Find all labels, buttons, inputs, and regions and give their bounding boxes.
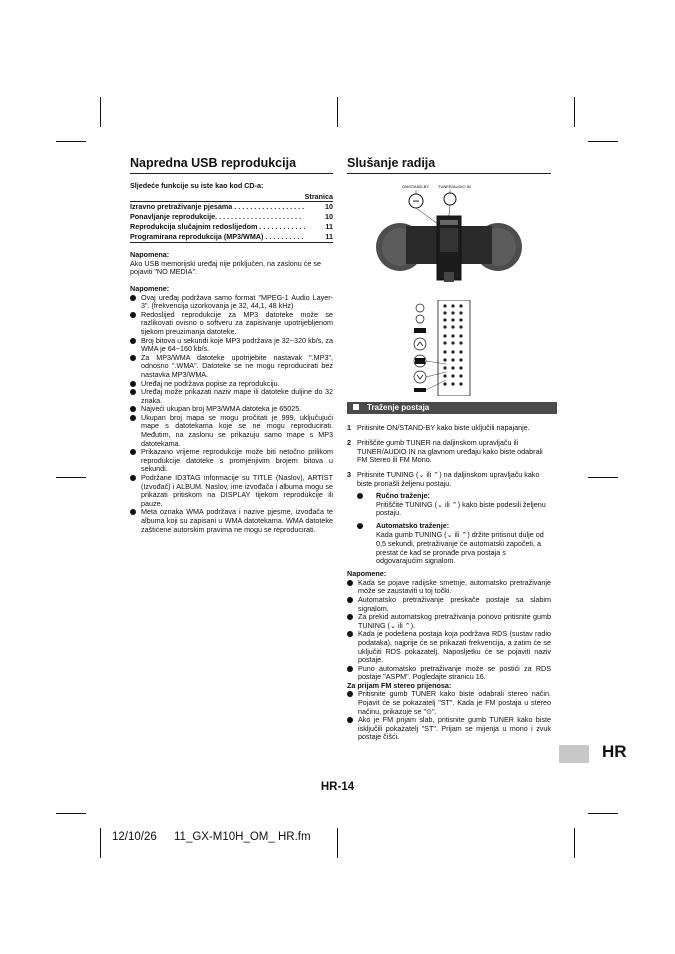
square-bullet-icon bbox=[353, 404, 359, 410]
list-item: Uređaj može prikazati naziv mape ili datoteke duljine do 32 znaka. bbox=[130, 388, 333, 405]
svg-text:TUNER/AUDIO IN: TUNER/AUDIO IN bbox=[438, 184, 471, 189]
list-item: Ukupan broj mapa se mogu pročitati je 999, uključujući mape s datotekama koje se ne mogu reproducirati. Međutim, na zaslonu se prikazuju samo mape s MP3 datotekama. bbox=[130, 414, 333, 448]
list-item: Uređaj ne podržava popise za reprodukciju. bbox=[130, 380, 333, 389]
intro-text: Sljedeće funkcije su iste kao kod CD-a: bbox=[130, 181, 264, 190]
crop-mark bbox=[337, 828, 338, 858]
list-item: Ovaj uređaj podržava samo format "MPEG-1 Audio Layer-3". (frekvencija uzorkovanja je 32, 44,1, 48 kHz) bbox=[130, 294, 333, 311]
toc-rule-bottom bbox=[130, 242, 333, 243]
section-header-bar bbox=[347, 402, 557, 414]
page-column-label: Stranica bbox=[304, 191, 333, 201]
boombox-icon bbox=[374, 182, 524, 287]
toc-list bbox=[130, 202, 333, 242]
list-item: Za MP3/WMA datoteke upotrijebite nastavak ".MP3", odnosno ".WMA". Datoteke se ne mogu reproducirati bez nastavka MP3/WMA. bbox=[130, 354, 333, 380]
crop-mark bbox=[588, 477, 618, 478]
crop-mark bbox=[588, 141, 618, 142]
list-item: Broj bitova u sekundi koje MP3 podržava je 32~320 kb/s, za WMA je 64~160 kb/s. bbox=[130, 337, 333, 354]
language-tab-box bbox=[559, 745, 589, 763]
list-item: Prikazano vrijeme reprodukcije može biti netočno prilikom reprodukcije datoteke s promjenjivim brojem bitova u sekundi. bbox=[130, 448, 333, 474]
crop-mark bbox=[588, 813, 618, 814]
list-item: Puno automatsko pretraživanje može se postići za RDS postaje "ASPM". Pogledajte stranicu 16. bbox=[347, 665, 551, 682]
list-item: Redoslijed reprodukcije za MP3 datoteke može se razlikovati ovisno o softveru za zapisivanje upotrijebljenom tijekom preuzimanja datoteke. bbox=[130, 311, 333, 337]
sub-item-auto: Automatsko traženje: Kada gumb TUNING (⌄ ili ⌃) držite pritisnut dulje od 0,5 sekundi, pretraživanje će automatski započeti, a prestat će kad se pronađe prva postaja s odgovarajućim signalom. bbox=[347, 522, 551, 566]
page-number: HR-14 bbox=[320, 781, 355, 793]
toc-row: Ponavljanje reprodukcije. . . . . . . . . . . . . . . . . . . . . . 10 bbox=[130, 212, 333, 222]
toc-row: Programirana reprodukcija (MP3/WMA) . . . . . . . . . . 11 bbox=[130, 232, 333, 242]
step-item: 2 Pritiščite gumb TUNER na daljinskom upravljaču ili TUNER/AUDIO IN na glavnom uređaju kako biste odabrali FM Stereo ili FM Mono. bbox=[347, 437, 543, 465]
right-column-text bbox=[347, 424, 551, 742]
crop-mark bbox=[100, 97, 101, 127]
list-item: Kada je podešena postaja koja podržava RDS (sustav radio podataka), najprije će se prikazati frekvencija, a zatim će se uključiti RDS pokazatelj. Naposljetku će se pojaviti naziv postaje. bbox=[347, 630, 551, 664]
svg-text:ON/STAND-BY: ON/STAND-BY bbox=[402, 184, 430, 189]
right-notes-title: Napomene: bbox=[347, 569, 387, 579]
left-column bbox=[130, 182, 333, 534]
list-item: Automatsko pretraživanje preskače postaje sa slabim signalom. bbox=[347, 596, 551, 613]
notes-list bbox=[130, 294, 333, 535]
remote-illustration bbox=[408, 300, 472, 396]
note-title: Napomena: bbox=[130, 250, 170, 260]
crop-mark bbox=[574, 828, 575, 858]
list-item: Za prekid automatskog pretraživanja ponovo pritisnite gumb TUNING (⌄ ili ⌃). bbox=[347, 613, 551, 630]
step-item: 3 Pritisnite TUNING (⌄ ili ⌃) na daljinskom upravljaču kako biste pronašli željenu postaju. bbox=[347, 470, 540, 488]
crop-mark bbox=[337, 97, 338, 127]
right-section-title: Slušanje radija bbox=[347, 156, 551, 174]
list-item: Najveći ukupan broj MP3/WMA datoteka je 65025. bbox=[130, 405, 333, 414]
language-tab-label: HR bbox=[602, 742, 627, 761]
toc-row: Izravno pretraživanje pjesama . . . . . . . . . . . . . . . . . . 10 bbox=[130, 202, 333, 212]
crop-mark bbox=[100, 828, 101, 858]
list-item: Ako je FM prijam slab, pritisnite gumb TUNER kako biste isključili pokazatelj "ST". Prijam se mijenja u mono i zvuk postaje čišći. bbox=[347, 716, 551, 742]
step-item: 1 Pritisnite ON/STAND-BY kako biste uključili napajanje. bbox=[347, 423, 530, 432]
list-item: Kada se pojave radijske smetnje, automatsko pretraživanje može se zaustaviti u toj točki. bbox=[347, 579, 551, 596]
crop-mark bbox=[56, 477, 86, 478]
notes-title: Napomene: bbox=[130, 283, 170, 293]
crop-mark bbox=[574, 97, 575, 127]
footer-date: 12/10/26 bbox=[112, 831, 157, 843]
footer-file: 11_GX-M10H_OM_ HR.fm bbox=[174, 831, 311, 843]
toc-row: Reprodukcija slučajnim redoslijedom . . . . . . . . . . . . 11 bbox=[130, 222, 333, 232]
note-text: Ako USB memorijski uređaj nije priključen, na zaslonu će se pojaviti "NO MEDIA". bbox=[130, 258, 321, 277]
list-item: Podržane ID3TAG informacije su TITLE (Naslov), ARTIST (Izvođač) i ALBUM. Naslov, ime izvođača i albuma mogu se prikazati pritiskom na DISPLAY tijekom reprodukcije ili pauze. bbox=[130, 474, 333, 508]
list-item: Meta oznaka WMA podržava i nazive pjesme, izvođača te albuma koji su zapisani u WMA datotekama. WMA datoteke zaštićene autorskim pravima ne mogu se reproducirati. bbox=[130, 508, 333, 534]
left-section-title: Napredna USB reprodukcija bbox=[130, 156, 333, 174]
fm-title: Za prijam FM stereo prijenosa: bbox=[347, 680, 452, 690]
remote-control-icon bbox=[408, 300, 472, 396]
crop-mark bbox=[56, 813, 86, 814]
fm-notes-list bbox=[347, 690, 551, 742]
section-header-text: Traženje postaja bbox=[367, 403, 430, 412]
device-illustration bbox=[374, 182, 524, 287]
sub-item-manual: Ručno traženje: Pritiščite TUNING (⌄ ili ⌃) kako biste podesili željenu postaju. bbox=[347, 492, 551, 518]
list-item: Pritisnite gumb TUNER kako biste odabrali stereo način. Pojavit će se pokazatelj "ST". Kada je FM postaja u stereo načinu, prikazuje se "⊙". bbox=[347, 690, 551, 716]
crop-mark bbox=[56, 141, 86, 142]
right-notes-list bbox=[347, 579, 551, 682]
